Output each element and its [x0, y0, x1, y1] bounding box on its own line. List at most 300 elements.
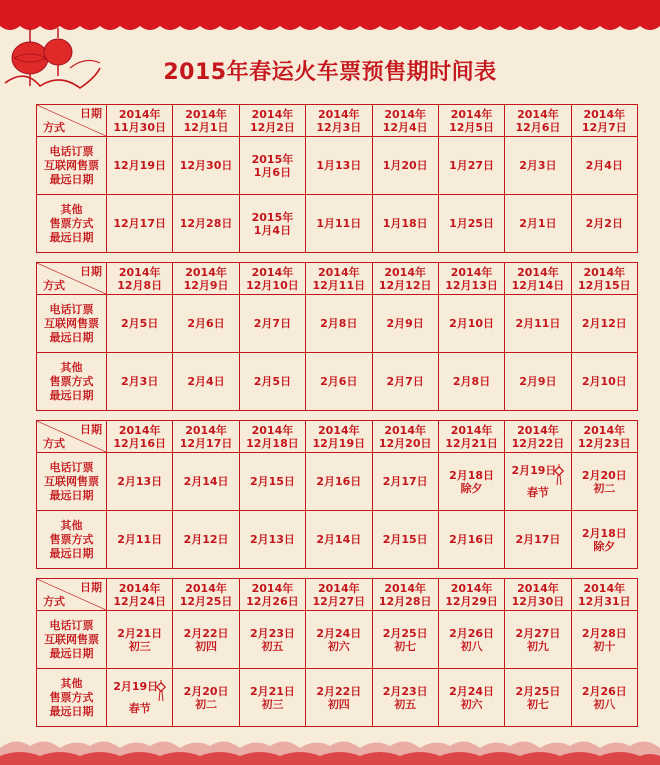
sale-date-text: 2月11日 [515, 317, 561, 330]
sale-date-cell [306, 611, 372, 669]
sale-date-text: 2月12日 [581, 317, 627, 330]
date-text: 2014年 [384, 265, 426, 279]
date-header-cell [571, 263, 637, 295]
sale-date-text: 2月19日 [113, 680, 159, 693]
sale-date-cell [107, 295, 173, 353]
sale-date-text: 1月13日 [316, 159, 362, 172]
sale-date-text: 1月4日 [253, 223, 292, 237]
date-text: 12月28日 [378, 594, 432, 608]
sale-date-text: 1月6日 [253, 165, 292, 179]
sale-date-cell [173, 611, 239, 669]
sale-date-cell [306, 669, 372, 727]
date-text: 2014年 [517, 107, 559, 121]
date-text: 2014年 [118, 581, 161, 595]
corner-cell [37, 579, 107, 611]
date-text: 12月9日 [183, 278, 229, 292]
sale-date-cell [571, 295, 637, 353]
sale-date-cell [306, 353, 372, 411]
sale-date-text: 2月25日 [382, 626, 428, 640]
date-text: 2014年 [251, 423, 294, 437]
schedule-table [36, 262, 638, 411]
sale-date-cell [571, 611, 637, 669]
sale-date-cell [372, 137, 438, 195]
date-text: 2014年 [450, 581, 493, 595]
sale-date-text: 2月13日 [117, 475, 163, 488]
corner-mode-label: 方式 [43, 121, 65, 134]
row-label-text: 其他 [60, 202, 83, 216]
date-text: 12月6日 [515, 120, 561, 134]
sale-date-text: 2月6日 [320, 375, 358, 388]
date-text: 2014年 [185, 423, 227, 437]
sale-date-text: 初七 [394, 639, 417, 653]
date-text: 12月13日 [445, 278, 498, 292]
date-text: 2014年 [118, 423, 161, 437]
sale-date-cell [372, 669, 438, 727]
row-label-text: 互联网售票 [44, 474, 99, 488]
date-header-cell [438, 579, 504, 611]
date-header-cell [372, 579, 438, 611]
sale-date-text: 2月14日 [316, 533, 362, 546]
row-label-cell [37, 611, 107, 669]
row-label-text: 最远日期 [49, 330, 94, 344]
date-header-cell [173, 263, 239, 295]
date-text: 2014年 [118, 265, 161, 279]
sale-date-text: 1月25日 [449, 217, 495, 230]
date-text: 2014年 [384, 423, 426, 437]
corner-cell [37, 421, 107, 453]
sale-date-cell [107, 137, 173, 195]
date-header-cell [438, 105, 504, 137]
corner-cell [37, 105, 107, 137]
date-header-cell [173, 421, 239, 453]
row-label-text: 电话订票 [49, 144, 94, 158]
date-header-cell [372, 263, 438, 295]
sale-date-cell [239, 137, 305, 195]
sale-date-text: 12月30日 [179, 159, 233, 172]
date-header-cell [306, 421, 372, 453]
date-text: 2014年 [583, 423, 626, 437]
sale-date-text: 2月27日 [515, 626, 561, 640]
date-text: 2014年 [251, 265, 294, 279]
sale-date-text: 12月19日 [113, 159, 166, 172]
date-header-cell [306, 105, 372, 137]
row-label-text: 最远日期 [49, 230, 94, 244]
corner-mode-label: 方式 [43, 595, 65, 608]
row-label-cell [37, 295, 107, 353]
row-label-text: 售票方式 [49, 216, 94, 230]
date-text: 12月24日 [113, 594, 166, 608]
corner-cell [37, 263, 107, 295]
row-label-text: 其他 [60, 518, 83, 532]
row-label-text: 最远日期 [49, 172, 94, 186]
sale-date-cell [306, 195, 372, 253]
chinese-knot-icon [156, 680, 166, 702]
date-text: 2014年 [318, 423, 360, 437]
sale-date-text: 2月2日 [585, 217, 623, 230]
sale-date-cell [571, 669, 637, 727]
date-text: 2014年 [583, 107, 626, 121]
date-header-cell [571, 105, 637, 137]
sale-date-text: 2月8日 [452, 375, 491, 388]
sale-date-text: 除夕 [593, 539, 616, 553]
date-text: 2014年 [251, 581, 294, 595]
sale-date-cell [372, 295, 438, 353]
sale-date-text: 初五 [261, 639, 284, 653]
sale-date-text: 春节 [128, 702, 151, 715]
sale-date-cell [107, 453, 173, 511]
date-text: 2014年 [185, 265, 227, 279]
date-text: 2014年 [384, 581, 426, 595]
sale-date-cell [505, 295, 571, 353]
sale-date-text: 2月1日 [519, 217, 557, 230]
sale-date-cell [173, 453, 239, 511]
sale-date-text: 初七 [526, 697, 549, 711]
sale-date-cell [107, 511, 173, 569]
date-header-cell [107, 105, 173, 137]
sale-date-text: 2月4日 [187, 375, 225, 388]
date-text: 12月11日 [312, 278, 366, 292]
sale-date-cell [571, 353, 637, 411]
sale-date-text: 2月16日 [449, 533, 495, 546]
date-text: 12月12日 [378, 278, 432, 292]
corner-mode-label: 方式 [43, 279, 65, 292]
date-header-cell [239, 263, 305, 295]
sale-date-text: 春节 [526, 486, 549, 499]
sale-date-cell [107, 669, 173, 727]
sale-date-cell [438, 511, 504, 569]
sale-date-cell [239, 295, 305, 353]
sale-date-text: 2月24日 [316, 626, 362, 640]
row-label-text: 售票方式 [49, 690, 94, 704]
date-header-cell [239, 579, 305, 611]
date-text: 12月14日 [511, 278, 565, 292]
sale-date-cell [571, 453, 637, 511]
top-banner [0, 0, 660, 22]
sale-date-cell [438, 137, 504, 195]
sale-date-cell [438, 611, 504, 669]
sale-date-cell [505, 353, 571, 411]
phone-internet-row [37, 137, 638, 195]
sale-date-cell [306, 453, 372, 511]
date-header-row [37, 579, 638, 611]
row-label-text: 最远日期 [49, 704, 94, 718]
sale-date-text: 12月28日 [179, 217, 233, 230]
sale-date-text: 2月26日 [449, 626, 495, 640]
date-text: 2014年 [450, 107, 493, 121]
sale-date-cell [505, 195, 571, 253]
phone-internet-row [37, 453, 638, 511]
date-text: 12月10日 [246, 278, 299, 292]
sale-date-text: 2015年 [251, 152, 294, 166]
date-text: 12月21日 [445, 436, 498, 450]
sale-date-text: 初二 [593, 481, 616, 495]
row-label-text: 互联网售票 [44, 316, 99, 330]
sale-date-text: 2月17日 [515, 533, 561, 546]
date-text: 2014年 [583, 581, 626, 595]
row-label-cell [37, 511, 107, 569]
schedule-table [36, 578, 638, 727]
sale-date-text: 2月8日 [320, 317, 358, 330]
sale-date-text: 2月20日 [183, 684, 229, 698]
date-text: 12月23日 [578, 436, 631, 450]
date-text: 12月3日 [316, 120, 362, 134]
row-label-text: 最远日期 [49, 388, 94, 402]
corner-date-label: 日期 [80, 423, 102, 436]
sale-date-text: 2月19日 [511, 464, 557, 477]
sale-date-text: 2月9日 [519, 375, 557, 388]
date-header-cell [107, 579, 173, 611]
date-text: 12月8日 [117, 278, 163, 292]
date-text: 12月19日 [312, 436, 366, 450]
sale-date-cell [571, 137, 637, 195]
date-header-cell [239, 105, 305, 137]
sale-date-text: 2月18日 [581, 526, 627, 540]
sale-date-text: 初八 [460, 639, 483, 653]
date-header-cell [107, 263, 173, 295]
sale-date-cell [306, 137, 372, 195]
corner-mode-label: 方式 [43, 437, 65, 450]
sale-date-text: 2月23日 [382, 684, 428, 698]
date-text: 12月4日 [382, 120, 428, 134]
other-method-row [37, 669, 638, 727]
sale-date-text: 2015年 [251, 210, 294, 224]
sale-date-text: 2月7日 [253, 317, 292, 330]
date-header-cell [571, 579, 637, 611]
cloud-border-bottom [0, 730, 660, 765]
sale-date-text: 2月16日 [316, 475, 362, 488]
sale-date-text: 2月11日 [117, 533, 163, 546]
corner-date-label: 日期 [80, 107, 102, 120]
sale-date-text: 2月3日 [121, 375, 159, 388]
date-header-cell [505, 105, 571, 137]
row-label-text: 电话订票 [49, 302, 94, 316]
sale-date-cell [107, 611, 173, 669]
date-text: 2014年 [251, 107, 294, 121]
sale-date-text: 除夕 [460, 481, 483, 495]
schedule-table [36, 104, 638, 253]
sale-date-text: 2月15日 [382, 533, 428, 546]
row-label-text: 最远日期 [49, 546, 94, 560]
date-text: 12月26日 [246, 594, 299, 608]
sale-date-text: 1月27日 [449, 159, 495, 172]
sale-date-cell [438, 195, 504, 253]
sale-date-cell [438, 353, 504, 411]
date-header-cell [505, 263, 571, 295]
date-text: 12月17日 [179, 436, 233, 450]
sale-date-text: 2月21日 [117, 626, 163, 640]
sale-date-cell [239, 353, 305, 411]
sale-date-text: 2月25日 [515, 684, 561, 698]
sale-date-text: 2月3日 [519, 159, 557, 172]
row-label-text: 最远日期 [49, 488, 94, 502]
sale-date-text: 2月9日 [386, 317, 424, 330]
sale-date-text: 2月5日 [253, 375, 292, 388]
sale-date-text: 2月10日 [581, 375, 627, 388]
sale-date-text: 2月26日 [581, 684, 627, 698]
sale-date-text: 2月24日 [449, 684, 495, 698]
date-header-row [37, 263, 638, 295]
sale-date-cell [173, 511, 239, 569]
sale-date-text: 2月4日 [585, 159, 623, 172]
row-label-text: 电话订票 [49, 460, 94, 474]
date-text: 12月25日 [179, 594, 233, 608]
date-text: 2014年 [517, 581, 559, 595]
date-text: 2014年 [384, 107, 426, 121]
sale-date-cell [306, 511, 372, 569]
sale-date-text: 2月6日 [187, 317, 225, 330]
sale-date-cell [372, 611, 438, 669]
row-label-cell [37, 195, 107, 253]
sale-date-cell [239, 611, 305, 669]
sale-date-cell [438, 669, 504, 727]
date-header-cell [173, 579, 239, 611]
sale-date-text: 2月22日 [316, 684, 362, 698]
date-header-cell [505, 579, 571, 611]
sale-date-text: 初四 [327, 697, 350, 711]
row-label-text: 互联网售票 [44, 632, 99, 646]
corner-date-label: 日期 [80, 265, 102, 278]
other-method-row [37, 511, 638, 569]
schedule-table [36, 420, 638, 569]
sale-date-text: 初三 [261, 697, 284, 711]
date-text: 2014年 [318, 107, 360, 121]
sale-date-text: 2月14日 [183, 475, 229, 488]
date-text: 12月2日 [249, 120, 295, 134]
date-text: 2014年 [517, 423, 559, 437]
sale-date-cell [505, 511, 571, 569]
row-label-text: 其他 [60, 676, 83, 690]
date-text: 12月29日 [445, 594, 498, 608]
sale-date-text: 初二 [195, 697, 218, 711]
sale-date-text: 2月10日 [449, 317, 495, 330]
sale-date-cell [173, 353, 239, 411]
sale-date-cell [372, 453, 438, 511]
date-header-cell [438, 421, 504, 453]
date-text: 12月15日 [578, 278, 631, 292]
sale-date-cell [173, 295, 239, 353]
date-header-cell [571, 421, 637, 453]
date-header-cell [306, 263, 372, 295]
sale-date-cell [372, 511, 438, 569]
sale-date-text: 2月5日 [121, 317, 159, 330]
date-text: 2014年 [185, 107, 227, 121]
date-text: 2014年 [318, 265, 360, 279]
date-text: 2014年 [318, 581, 360, 595]
date-text: 12月31日 [578, 594, 631, 608]
date-text: 2014年 [450, 423, 493, 437]
sale-date-cell [372, 353, 438, 411]
sale-date-cell [438, 453, 504, 511]
date-header-cell [173, 105, 239, 137]
date-header-cell [239, 421, 305, 453]
date-header-row [37, 105, 638, 137]
sale-date-cell [173, 195, 239, 253]
row-label-text: 售票方式 [49, 374, 94, 388]
date-text: 11月30日 [113, 120, 166, 134]
row-label-text: 最远日期 [49, 646, 94, 660]
phone-internet-row [37, 295, 638, 353]
date-header-cell [438, 263, 504, 295]
sale-date-text: 2月20日 [581, 468, 627, 482]
sale-date-text: 2月23日 [249, 626, 295, 640]
date-header-row [37, 421, 638, 453]
row-label-text: 电话订票 [49, 618, 94, 632]
row-label-cell [37, 669, 107, 727]
sale-date-text: 初八 [593, 697, 616, 711]
date-text: 12月20日 [378, 436, 432, 450]
row-label-text: 售票方式 [49, 532, 94, 546]
page-title: 2015年春运火车票预售期时间表 [163, 60, 497, 85]
date-text: 2014年 [185, 581, 227, 595]
sale-date-text: 初四 [195, 639, 218, 653]
sale-date-text: 初六 [327, 639, 350, 653]
sale-date-cell [239, 453, 305, 511]
sale-date-cell [239, 511, 305, 569]
row-label-text: 其他 [60, 360, 83, 374]
phone-internet-row [37, 611, 638, 669]
date-text: 12月1日 [183, 120, 229, 134]
row-label-cell [37, 453, 107, 511]
sale-date-cell [306, 295, 372, 353]
sale-date-text: 2月7日 [386, 375, 424, 388]
sale-date-text: 初九 [526, 639, 549, 653]
sale-date-cell [107, 195, 173, 253]
sale-date-cell [173, 137, 239, 195]
sale-date-text: 2月13日 [249, 533, 295, 546]
date-text: 2014年 [517, 265, 559, 279]
sale-date-text: 初三 [128, 639, 151, 653]
sale-date-cell [173, 669, 239, 727]
sale-date-cell [372, 195, 438, 253]
other-method-row [37, 353, 638, 411]
sale-date-cell [505, 669, 571, 727]
date-header-cell [107, 421, 173, 453]
sale-date-cell [571, 511, 637, 569]
date-text: 2014年 [118, 107, 161, 121]
sale-date-cell [571, 195, 637, 253]
sale-date-text: 2月28日 [581, 626, 627, 640]
chinese-knot-icon [554, 464, 564, 486]
date-header-cell [372, 421, 438, 453]
sale-date-text: 2月15日 [249, 475, 295, 488]
date-header-cell [505, 421, 571, 453]
sale-date-text: 1月11日 [316, 217, 362, 230]
date-text: 12月30日 [511, 594, 565, 608]
sale-date-text: 2月12日 [183, 533, 229, 546]
date-text: 12月27日 [312, 594, 366, 608]
date-text: 12月5日 [449, 120, 495, 134]
date-text: 12月7日 [581, 120, 627, 134]
sale-date-cell [505, 453, 571, 511]
sale-date-text: 初六 [460, 697, 483, 711]
sale-date-cell [239, 669, 305, 727]
sale-date-cell [505, 137, 571, 195]
sale-date-cell [107, 353, 173, 411]
date-text: 12月16日 [113, 436, 166, 450]
sale-date-text: 2月18日 [449, 468, 495, 482]
date-text: 2014年 [450, 265, 493, 279]
sale-date-cell [505, 611, 571, 669]
date-text: 2014年 [583, 265, 626, 279]
sale-date-text: 2月22日 [183, 626, 229, 640]
sale-date-text: 1月18日 [382, 217, 428, 230]
sale-date-text: 初十 [593, 639, 616, 653]
sale-date-text: 12月17日 [113, 217, 166, 230]
date-header-cell [372, 105, 438, 137]
sale-date-text: 1月20日 [382, 159, 428, 172]
row-label-cell [37, 353, 107, 411]
date-text: 12月22日 [511, 436, 565, 450]
